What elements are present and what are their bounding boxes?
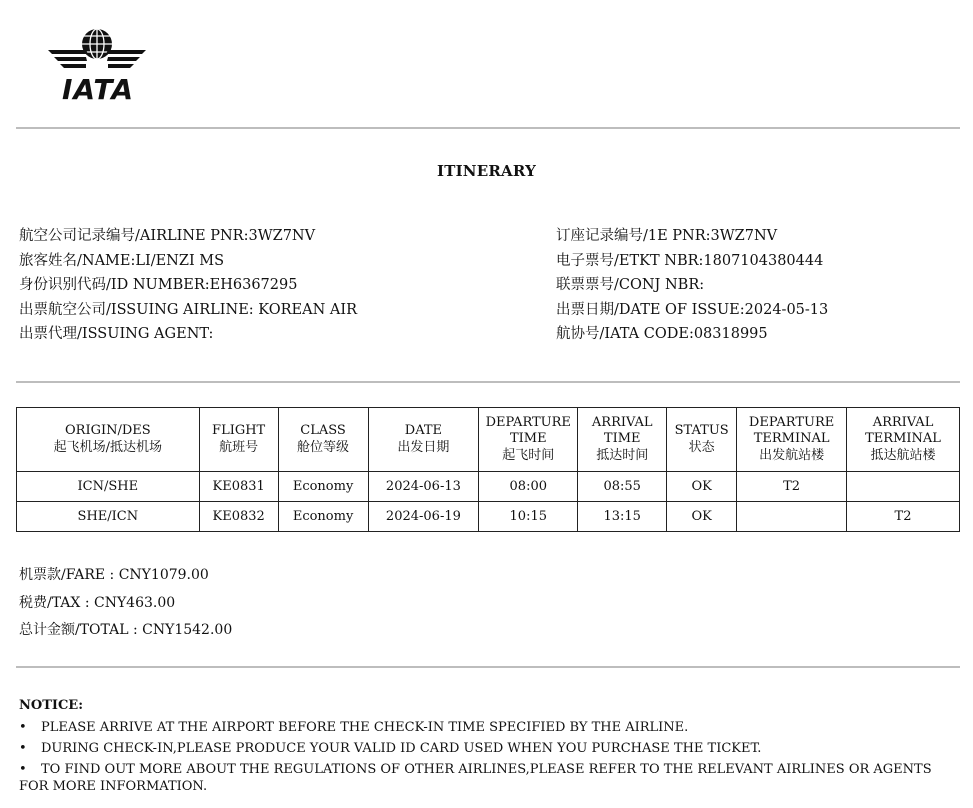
cell-class: Economy xyxy=(278,472,368,502)
header-arrival-terminal: ARRIVAL TERMINAL 抵达航站楼 xyxy=(847,408,960,472)
etkt-number: 电子票号/ETKT NBR:1807104380444 xyxy=(556,252,824,269)
cell-date: 2024-06-19 xyxy=(368,502,479,532)
itinerary-table xyxy=(16,407,960,532)
iata-code: 航协号/IATA CODE:08318995 xyxy=(556,326,768,342)
divider-top xyxy=(16,127,960,129)
1e-pnr: 订座记录编号/1E PNR:3WZ7NV xyxy=(556,228,778,244)
cell-departure-time: 08:00 xyxy=(479,472,578,502)
airline-pnr: 航空公司记录编号/AIRLINE PNR:3WZ7NV xyxy=(19,228,316,244)
table-header-row xyxy=(17,408,960,472)
divider-middle xyxy=(16,381,960,383)
cell-status: OK xyxy=(667,502,737,532)
header-arrival-time: ARRIVAL TIME 抵达时间 xyxy=(578,408,667,472)
cell-flight: KE0832 xyxy=(199,502,278,532)
notice-item: • DURING CHECK-IN,PLEASE PRODUCE YOUR VALID ID CARD USED WHEN YOU PURCHASE THE TICKET. xyxy=(19,741,762,756)
passenger-info-right xyxy=(556,224,828,347)
notice-section xyxy=(19,697,949,795)
conj-number: 联票票号/CONJ NBR: xyxy=(556,277,705,293)
cell-departure-terminal: T2 xyxy=(737,472,847,502)
cell-departure-time: 10:15 xyxy=(479,502,578,532)
cell-departure-terminal xyxy=(737,502,847,532)
header-date: DATE 出发日期 xyxy=(368,408,479,472)
iata-logo xyxy=(46,26,150,102)
date-of-issue: 出票日期/DATE OF ISSUE:2024-05-13 xyxy=(556,301,829,318)
notice-item: • PLEASE ARRIVE AT THE AIRPORT BEFORE THE CHECK-IN TIME SPECIFIED BY THE AIRLINE. xyxy=(19,720,689,735)
notice-title: NOTICE: xyxy=(19,698,84,713)
header-origin-des: ORIGIN/DES 起飞机场/抵达机场 xyxy=(17,408,200,472)
issuing-airline: 出票航空公司/ISSUING AIRLINE: KOREAN AIR xyxy=(19,301,358,318)
total-amount: 总计金额/TOTAL : CNY1542.00 xyxy=(19,622,233,638)
header-status: STATUS 状态 xyxy=(667,408,737,472)
passenger-name: 旅客姓名/NAME:LI/ENZI MS xyxy=(19,252,225,269)
cell-date: 2024-06-13 xyxy=(368,472,479,502)
fare-amount: 机票款/FARE : CNY1079.00 xyxy=(19,567,209,583)
page-title: ITINERARY xyxy=(437,162,536,180)
cell-arrival-terminal: T2 xyxy=(847,502,960,532)
header-departure-terminal: DEPARTURE TERMINAL 出发航站楼 xyxy=(737,408,847,472)
header-class: CLASS 舱位等级 xyxy=(278,408,368,472)
bullet-icon: • xyxy=(19,720,27,735)
cell-arrival-time: 08:55 xyxy=(578,472,667,502)
cell-arrival-terminal xyxy=(847,472,960,502)
id-number: 身份识别代码/ID NUMBER:EH6367295 xyxy=(19,277,298,293)
header-flight: FLIGHT 航班号 xyxy=(199,408,278,472)
iata-logo-icon xyxy=(46,26,150,102)
fare-summary xyxy=(19,562,232,645)
cell-status: OK xyxy=(667,472,737,502)
cell-flight: KE0831 xyxy=(199,472,278,502)
passenger-info-left xyxy=(19,224,357,347)
table-row xyxy=(17,502,960,532)
table-row xyxy=(17,472,960,502)
cell-class: Economy xyxy=(278,502,368,532)
bullet-icon: • xyxy=(19,762,27,777)
cell-origin-des: ICN/SHE xyxy=(17,472,200,502)
bullet-icon: • xyxy=(19,741,27,756)
notice-item: • TO FIND OUT MORE ABOUT THE REGULATIONS OF OTHER AIRLINES,PLEASE REFER TO THE RELEVANT AIRLINES OR AGENTS FOR MORE INFORMATION. xyxy=(19,762,932,794)
issuing-agent: 出票代理/ISSUING AGENT: xyxy=(19,326,214,342)
tax-amount: 税费/TAX : CNY463.00 xyxy=(19,594,176,611)
cell-arrival-time: 13:15 xyxy=(578,502,667,532)
cell-origin-des: SHE/ICN xyxy=(17,502,200,532)
svg-text:IATA: IATA xyxy=(61,73,135,102)
divider-bottom xyxy=(16,666,960,668)
header-departure-time: DEPARTURE TIME 起飞时间 xyxy=(479,408,578,472)
